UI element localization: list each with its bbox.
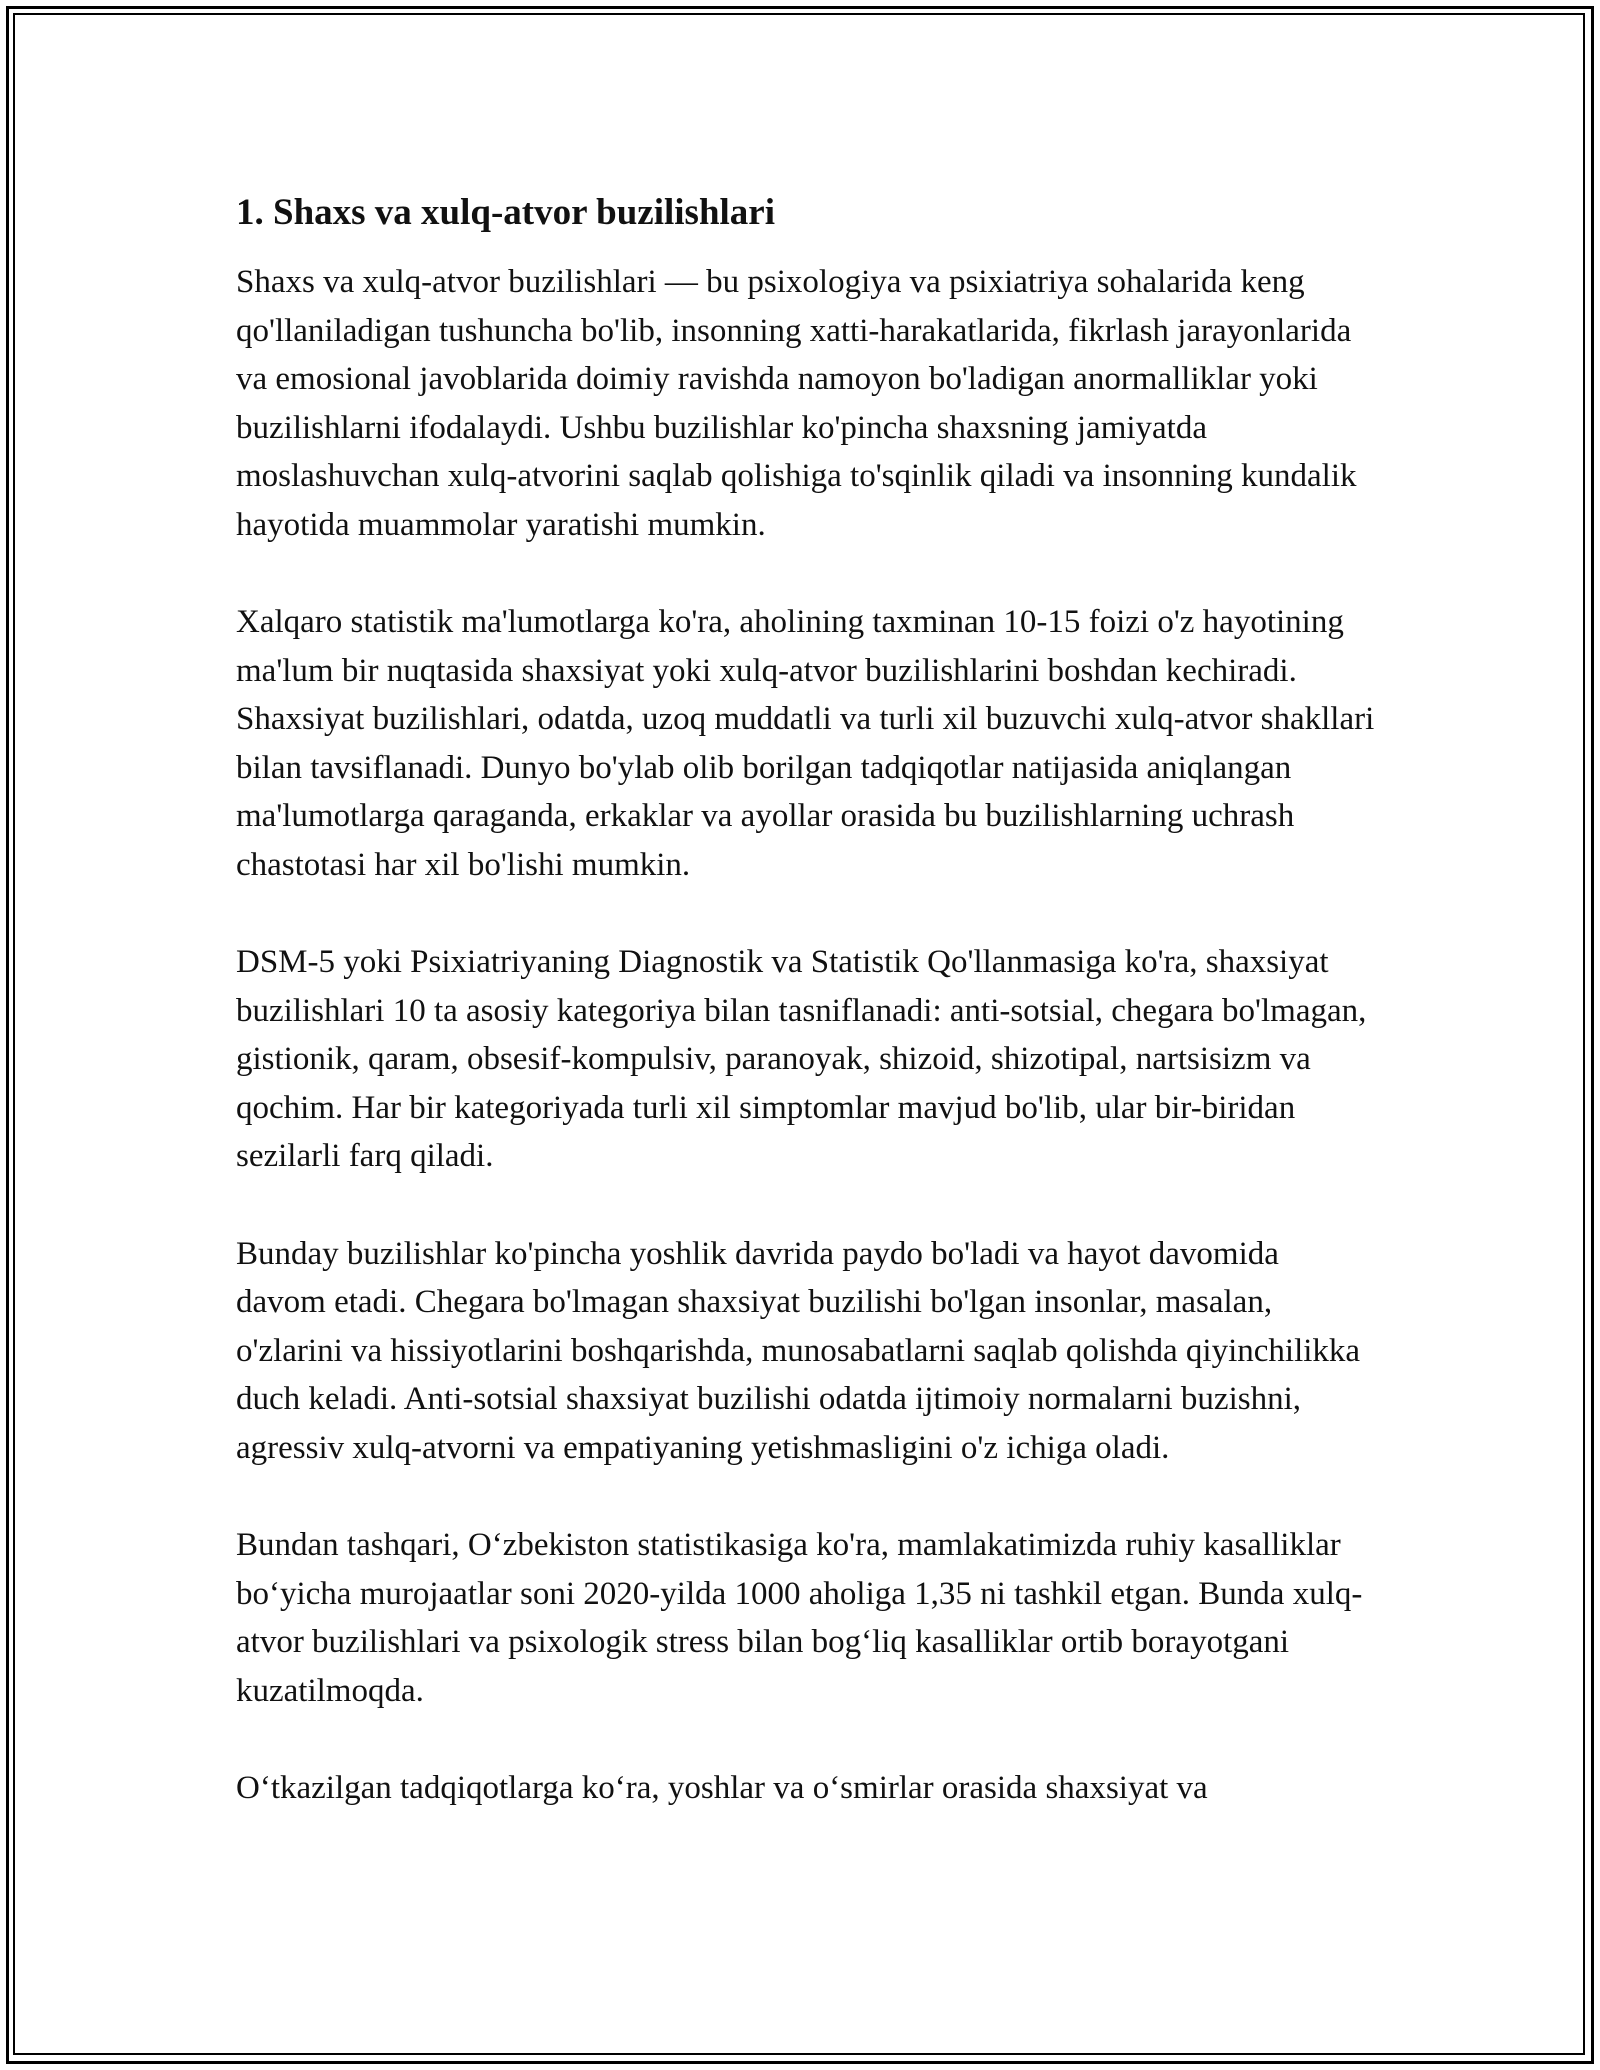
paragraph-research: O‘tkazilgan tadqiqotlarga ko‘ra, yoshlar va o‘smirlar orasida shaxsiyat va	[236, 1770, 1208, 1806]
paragraph-uzbekistan: Bundan tashqari, O‘zbekiston statistikasiga ko'ra, mamlakatimizda ruhiy kasalliklar bo‘yicha murojaatlar soni 2020-yilda 1000 aholiga 1,35 ni tashkil etgan. Bunda xulq-atvor buzilishlari va psixologik stress bilan bog‘liq kasalliklar ortib borayotgani kuzatilmoqda.	[236, 1527, 1363, 1709]
paragraph-onset: Bunday buzilishlar ko'pincha yoshlik davrida paydo bo'ladi va hayot davomida davom etadi. Chegara bo'lmagan shaxsiyat buzilishi bo'lgan insonlar, masalan, o'zlarini va hissiyotlarini boshqarishda, munosabatlarni saqlab qolishda qiyinchilikka duch keladi. Anti-sotsial shaxsiyat buzilishi odatda ijtimoiy normalarni buzishni, agressiv xulq-atvorni va empatiyaning yetishmasligini o'z ichiga oladi.	[236, 1235, 1361, 1466]
paragraph-dsm5: DSM-5 yoki Psixiatriyaning Diagnostik va Statistik Qo'llanmasiga ko'ra, shaxsiyat buzilishlari 10 ta asosiy kategoriya bilan tasniflanadi: anti-sotsial, chegara bo'lmagan, gistionik, qaram, obsesif-kompulsiv, paranoyak, shizoid, shizotipal, nartsisizm va qochim. Har bir kategoriyada turli xil simptomlar mavjud bo'lib, ular bir-biridan sezilarli farq qiladi.	[236, 944, 1367, 1174]
section-heading: 1. Shaxs va xulq-atvor buzilishlari	[236, 192, 776, 233]
document-body	[236, 188, 1376, 1862]
paragraph-intro: Shaxs va xulq-atvor buzilishlari — bu psixologiya va psixiatriya sohalarida keng qo'llaniladigan tushuncha bo'lib, insonning xatti-harakatlarida, fikrlash jarayonlarida va emosional javoblarida doimiy ravishda namoyon bo'ladigan anormalliklar yoki buzilishlarni ifodalaydi. Ushbu buzilishlar ko'pincha shaxsning jamiyatda moslashuvchan xulq-atvorini saqlab qolishiga to'sqinlik qiladi va insonning kundalik hayotida muammolar yaratishi mumkin.	[236, 264, 1357, 543]
paragraph-statistics: Xalqaro statistik ma'lumotlarga ko'ra, aholining taxminan 10-15 foizi o'z hayotining ma'lum bir nuqtasida shaxsiyat yoki xulq-atvor buzilishlarini boshdan kechiradi. Shaxsiyat buzilishlari, odatda, uzoq muddatli va turli xil buzuvchi xulq-atvor shakllari bilan tavsiflanadi. Dunyo bo'ylab olib borilgan tadqiqotlar natijasida aniqlangan ma'lumotlarga qaraganda, erkaklar va ayollar orasida bu buzilishlarning uchrash chastotasi har xil bo'lishi mumkin.	[236, 604, 1375, 883]
